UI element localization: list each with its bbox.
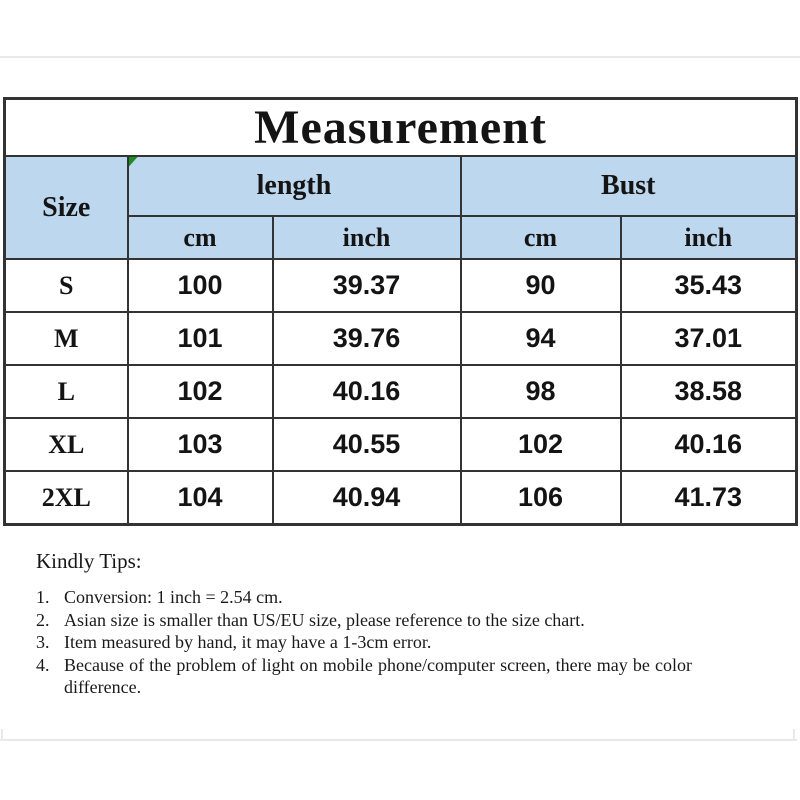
subheader-length-inch: inch <box>273 216 461 259</box>
tip-text: Item measured by hand, it may have a 1-3cm error. <box>64 632 432 652</box>
column-header-length <box>128 156 461 216</box>
header-row-groups <box>5 156 797 216</box>
bust-cm-value: 90 <box>461 259 621 312</box>
top-divider-line <box>0 56 800 58</box>
tip-text: Asian size is smaller than US/EU size, please reference to the size chart. <box>64 609 585 630</box>
table-title: Measurement <box>5 99 797 157</box>
bust-cm-value: 94 <box>461 312 621 365</box>
tip-item-3 <box>36 631 692 654</box>
subheader-bust-cm: cm <box>461 216 621 259</box>
column-header-bust <box>461 156 797 216</box>
length-cm-value: 100 <box>128 259 273 312</box>
table-row-l <box>5 365 797 418</box>
length-inch-value: 40.16 <box>273 365 461 418</box>
tip-number: 3. <box>36 632 50 652</box>
bust-inch-value: 40.16 <box>621 418 797 471</box>
subheader-bust-inch: inch <box>621 216 797 259</box>
measurement-table <box>3 97 798 526</box>
tip-item-2 <box>36 609 692 632</box>
table-row-2xl <box>5 471 797 525</box>
length-cm-value: 104 <box>128 471 273 525</box>
tip-text: Because of the problem of light on mobile phone/computer screen, there may be color difference. <box>64 654 692 697</box>
tip-item-1 <box>36 586 692 609</box>
bottom-divider-line <box>0 739 797 741</box>
length-inch-value: 40.55 <box>273 418 461 471</box>
bust-inch-value: 37.01 <box>621 312 797 365</box>
subheader-length-cm: cm <box>128 216 273 259</box>
column-header-size: Size <box>5 156 128 259</box>
kindly-tips-section <box>36 548 692 699</box>
length-inch-value: 39.76 <box>273 312 461 365</box>
tip-number: 1. <box>36 587 50 607</box>
column-header-length-label: length <box>256 170 332 201</box>
size-label: XL <box>5 418 128 471</box>
tip-number: 2. <box>36 609 50 630</box>
title-row <box>5 99 797 157</box>
length-cm-value: 101 <box>128 312 273 365</box>
bust-inch-value: 38.58 <box>621 365 797 418</box>
size-label: L <box>5 365 128 418</box>
bust-cm-value: 102 <box>461 418 621 471</box>
bust-cm-value: 106 <box>461 471 621 525</box>
frame-corner-tick-right <box>793 729 795 741</box>
length-cm-value: 103 <box>128 418 273 471</box>
tips-list <box>36 586 692 699</box>
length-inch-value: 40.94 <box>273 471 461 525</box>
table-row-m <box>5 312 797 365</box>
table-row-s <box>5 259 797 312</box>
column-header-bust-label: Bust <box>601 170 656 201</box>
cell-corner-marker-icon <box>129 157 138 167</box>
size-label: 2XL <box>5 471 128 525</box>
length-cm-value: 102 <box>128 365 273 418</box>
tip-number: 4. <box>36 654 50 675</box>
bust-inch-value: 41.73 <box>621 471 797 525</box>
table-row-xl <box>5 418 797 471</box>
length-inch-value: 39.37 <box>273 259 461 312</box>
bust-cm-value: 98 <box>461 365 621 418</box>
size-label: S <box>5 259 128 312</box>
bust-inch-value: 35.43 <box>621 259 797 312</box>
frame-corner-tick-left <box>1 729 3 741</box>
size-label: M <box>5 312 128 365</box>
tip-item-4 <box>36 654 692 699</box>
tip-text: Conversion: 1 inch = 2.54 cm. <box>64 587 283 607</box>
tips-heading: Kindly Tips: <box>36 549 142 573</box>
